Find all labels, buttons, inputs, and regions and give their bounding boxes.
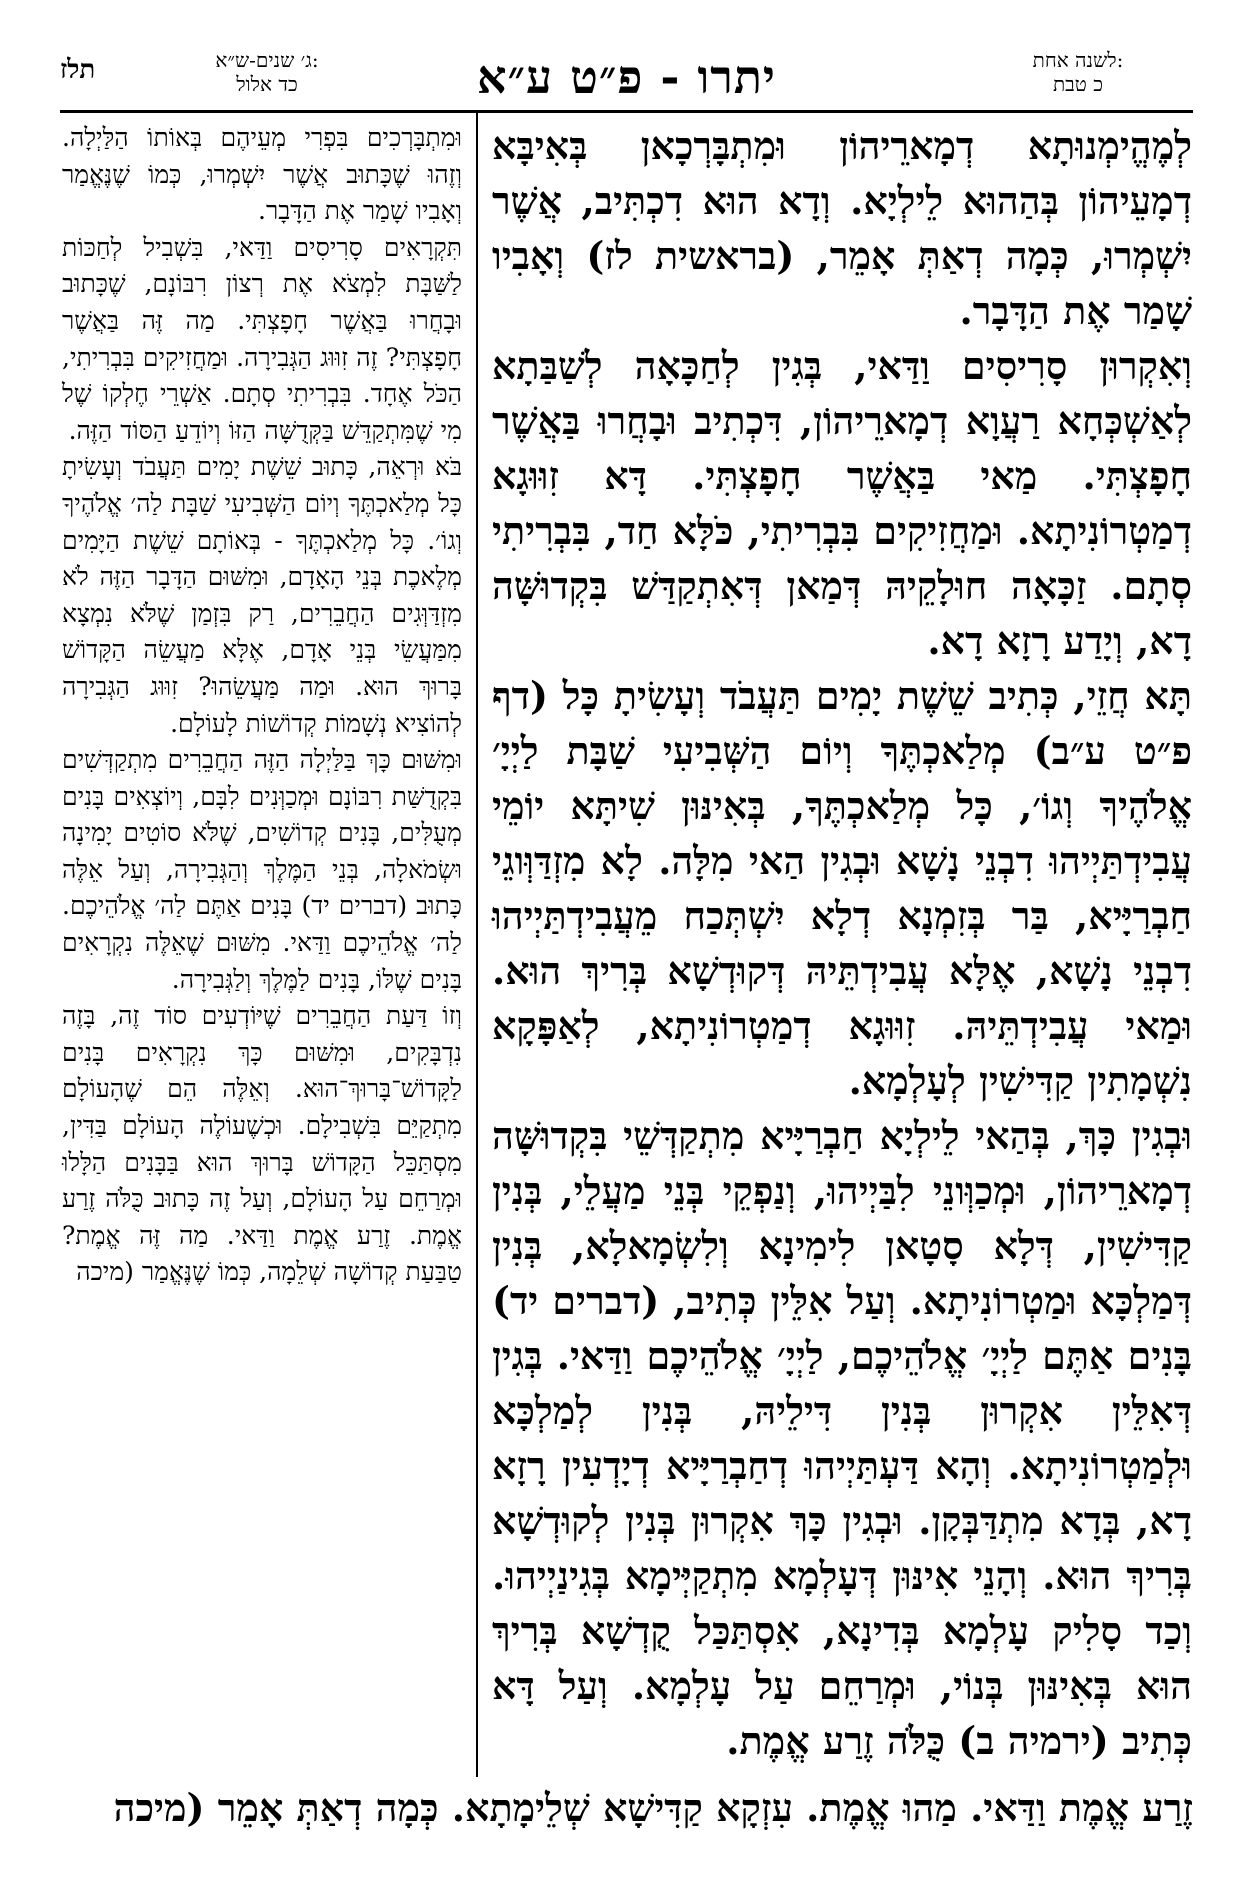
footer-line: זֶרַע אֱמֶת וַדַּאי. מַהוּ אֱמֶת. עִזְקָא קַדִּישָׁא שְׁלֵימָתָא. כְּמָה דְאַתְּ אָמֵר (מיכה <box>113 1785 1193 1830</box>
page-title: יתרו - פ״ט ע״א <box>477 50 776 104</box>
header-left-line2: כד אלול <box>236 72 298 96</box>
main-paragraph-2: וְאִקְרוּן סָרִיסִים וַדַּאי, בְּגִין לְחַכָּאָה לְשַׁבַּתָא לְאַשְׁכְּחָא רַעֲוָא דְמָארֵיהוֹן, דִּכְתִיב וּבָחֲרוּ בַּאֲשֶׁר חָפָצְתִּי. מַאי בַּאֲשֶׁר חָפָצְתִּי. דָּא זִוּוּגָא דְמַטְרוֹנִיתָא. וּמַחֲזִיקִים בִּבְרִיתִי, כֹּלָּא חַד, בִּבְרִיתִי סְתָם. זַכָּאָה חוּלָקֵיהּ דְּמַאן דְּאִתְקַדַּשׁ בִּקְדוּשָּׁה דָא, וְיָדַע רָזָא דָא. <box>492 343 1192 663</box>
side-paragraph-3: בֹּא וּרְאֵה, כָּתוּב שֵׁשֶׁת יָמִים תַּעֲבֹד וְעָשִׂיתָ כָּל מְלַאכְתֶּךָ וְיוֹם הַשְּׁבִיעִי שַׁבָּת לַה׳ אֱלֹהֶיךָ וְגוֹ׳. כָּל מְלַאכְתֶּךָ - בְּאוֹתָם שֵׁשֶׁת הַיָּמִים מְלֶאכֶת בְּנֵי הָאָדָם, וּמִשּׁוּם הַדָּבָר הַזֶּה לֹא מִזְדַּוְּגִים הַחֲבֵרִים, רַק בִּזְמַן שֶׁלֹּא נִמְצָא מִמַּעֲשֵׂי בְּנֵי אָדָם, אֶלָּא מַעֲשֵׂה הַקָּדוֹשׁ בָּרוּךְ הוּא. וּמַה מַּעֲשֵׂהוּ? זִוּוּג הַגְּבִירָה לְהוֹצִיא נְשָׁמוֹת קְדוֹשׁוֹת לָעוֹלָם. <box>62 452 462 738</box>
page-header <box>60 48 1193 108</box>
main-paragraph-3: תָּא חֲזֵי, כְּתִיב שֵׁשֶׁת יָמִים תַּעֲבֹד וְעָשִׂיתָ כָּל (דף פ״ט ע״ב) מְלַאכְתֶּךָ וְיוֹם הַשְּׁבִיעִי שַׁבָּת לַיְיָ׳ אֱלֹהֶיךָ וְגוֹ׳, כָּל מְלַאכְתֶּךָ, בְּאִינּוּן שִׁיתָּא יוֹמֵי עֲבִידְתַּיְיהוּ דִבְנֵי נָשָׁא וּבְגִין הַאי מִלָּה. לָא מִזְדַּוְּוגֵי חַבְרַיָּיא, בַּר בְּזִמְנָא דְלָא יִשְׁתְּכַח מֵעֲבִידְתַּיְיהוּ דִבְנֵי נָשָׁא, אֶלָּא עֲבִידְתֵּיהּ דְּקוּדְשָׁא בְּרִיךְ הוּא. וּמַאי עֲבִידְתֵּיהּ. זִוּוּגָא דְמַטְרוֹנִיתָא, לְאַפָּקָא נִשְׁמָתִין קַדִּישִׁין לְעָלְמָא. <box>492 673 1192 1103</box>
header-right-line1: לשנה אחת: <box>1032 48 1124 72</box>
header-right <box>963 48 1193 96</box>
side-paragraph-2: תִּקְרָאִים סָרִיסִים וַדַּאי, בִּשְׁבִיל לְחַכּוֹת לַשַּׁבָּת לִמְצֹא אֶת רְצוֹן רִבּוֹנָם, שֶׁכָּתוּב וּבָחֲרוּ בַּאֲשֶׁר חָפָצְתִּי. מַה זֶּה בַּאֲשֶׁר חָפָצְתִּי? זֶה זִוּוּג הַגְּבִירָה. וּמַחֲזִיקִים בִּבְרִיתִי, הַכֹּל אֶחָד. בִּבְרִיתִי סְתָם. אַשְׁרֵי חֶלְקוֹ שֶׁל מִי שֶׁמִּתְקַדֵּשׁ בַּקְּדֻשָּׁה הַזּוֹ וְיוֹדֵעַ הַסּוֹד הַזֶּה. <box>62 232 462 445</box>
main-paragraph-4: וּבְגִין כָּךְ, בְּהַאי לֵילְיָא חַבְרַיָּיא מִתְקַדְּשֵׁי בִּקְדוּשָּׁה דְמָארֵיהוֹן, וּמְכַוְּונֵי לִבַּיְיהוּ, וְנַפְקֵי בְּנֵי מַעֲלֵי, בְּנִין קַדִּישִׁין, דְּלָא סָטָאן לִימִינָא וְלִשְׂמָאלָא, בְּנִין דְּמַלְכָּא וּמַטְרוֹנִיתָא. וְעַל אִלֵּין כְּתִיב, (דברים יד) בָּנִים אַתֶּם לַיְיָ׳ אֱלֹהֵיכֶם, לַיְיָ׳ אֱלֹהֵיכֶם וַדַּאי. בְּגִין דְּאִלֵּין אִקְרוּן בְּנִין דִּילֵיהּ, בְּנִין לְמַלְכָּא וּלְמַטְרוֹנִיתָא. וְהָא דַּעְתַּיְיהוּ דְחַבְרַיָּיא דְיָדְעִין רָזָא דָא, בְּדָא מִתְדַּבְּקָן. וּבְגִין כָּךְ אִקְרוּן בְּנִין לְקוּדְשָׁא בְּרִיךְ הוּא. וְהָנֵי אִינּוּן דְּעָלְמָא מִתְקַיְּימָא בְּגִינַיְיהוּ. וְכַד סָלִיק עָלְמָא בְּדִינָא, אִסְתַּכַּל קֻדְשָׁא בְּרִיךְ הוּא בְּאִינּוּן בְּנוֹי, וּמְרַחֵם עַל עָלְמָא. וְעַל דָּא כְּתִיב (ירמיה ב) כֻּלֹּה זֶרַע אֱמֶת. <box>492 1113 1192 1763</box>
side-paragraph-5: וְזוֹ דַּעַת הַחֲבֵרִים שֶׁיּוֹדְעִים סוֹד זֶה, בָּזֶה נִדְבָּקִים, וּמִשּׁוּם כָּךְ נִקְרָאִים בָּנִים לַקָּדוֹשׁ־בָּרוּךְ־הוּא. וְאֵלֶּה הֵם שֶׁהָעוֹלָם מִתְקַיֵּם בִּשְׁבִילָם. וּכְשֶׁעוֹלֶה הָעוֹלָם בַּדִּין, מִסְתַּכֵּל הַקָּדוֹשׁ בָּרוּךְ הוּא בַּבָּנִים הַלָּלוּ וּמְרַחֵם עַל הָעוֹלָם, וְעַל זֶה כָּתוּב כֻּלֹּה זֶרַע אֱמֶת. זֶרַע אֱמֶת וַדַּאי. מַה זֶּה אֱמֶת? טַבַּעַת קְדוֹשָׁה שְׁלֵמָה, כְּמוֹ שֶׁנֶּאֱמַר (מיכה <box>62 1001 462 1287</box>
column-divider <box>476 112 478 1777</box>
header-rule <box>60 110 1193 113</box>
page-number: תלז <box>60 55 96 85</box>
header-right-line2: כ טבת <box>1052 72 1104 96</box>
side-paragraph-4: וּמִשּׁוּם כָּךְ בַּלַּיְלָה הַזֶּה הַחֲבֵרִים מִתְקַדְּשִׁים בִּקְדֻשַּׁת רִבּוֹנָם וּמְכַוְּנִים לִבָּם, וְיוֹצְאִים בָּנִים מְעֻלִּים, בָּנִים קְדוֹשִׁים, שֶׁלֹּא סוֹטִים יָמִינָה וּשְׂמֹאלָה, בְּנֵי הַמֶּלֶךְ וְהַגְּבִירָה, וְעַל אֵלֶּה כָּתוּב (דברים יד) בָּנִים אַתֶּם לַה׳ אֱלֹהֵיכֶם. לַה׳ אֱלֹהֵיכֶם וַדַּאי. מִשּׁוּם שֶׁאֵלֶּה נִקְרָאִים בָּנִים שֶׁלּוֹ, בָּנִים לַמֶּלֶךְ וְלַגְּבִירָה. <box>62 745 462 994</box>
main-paragraph-1: לְמֶהֱימְנוּתָא דְמָארֵיהוֹן וּמִתְבָּרְכָאן בְּאִיבָּא דְמָעֵיהוֹן בְּהַהוּא לֵילְיָא. וְדָא הוּא דִכְתִּיב, אֲשֶׁר יִשְׁמְרוּ, כְּמָה דְאַתְּ אָמֵר, (בראשית לז) וְאָבִיו שָׁמַר אֶת הַדָּבָר. <box>492 123 1192 333</box>
header-left-line1: ג׳ שנים-ש״א: <box>215 48 319 72</box>
side-hebrew-column <box>62 120 462 1775</box>
main-aramaic-column <box>492 118 1192 1778</box>
side-paragraph-1: וּמִתְבָּרְכִים בִּפְרִי מְעֵיהֶם בְּאוֹתוֹ הַלַּיְלָה. וְזֶהוּ שֶׁכָּתוּב אֲשֶׁר יִשְׁמְרוּ, כְּמוֹ שֶׁנֶּאֱמַר וְאָבִיו שָׁמַר אֶת הַדָּבָר. <box>62 123 462 226</box>
